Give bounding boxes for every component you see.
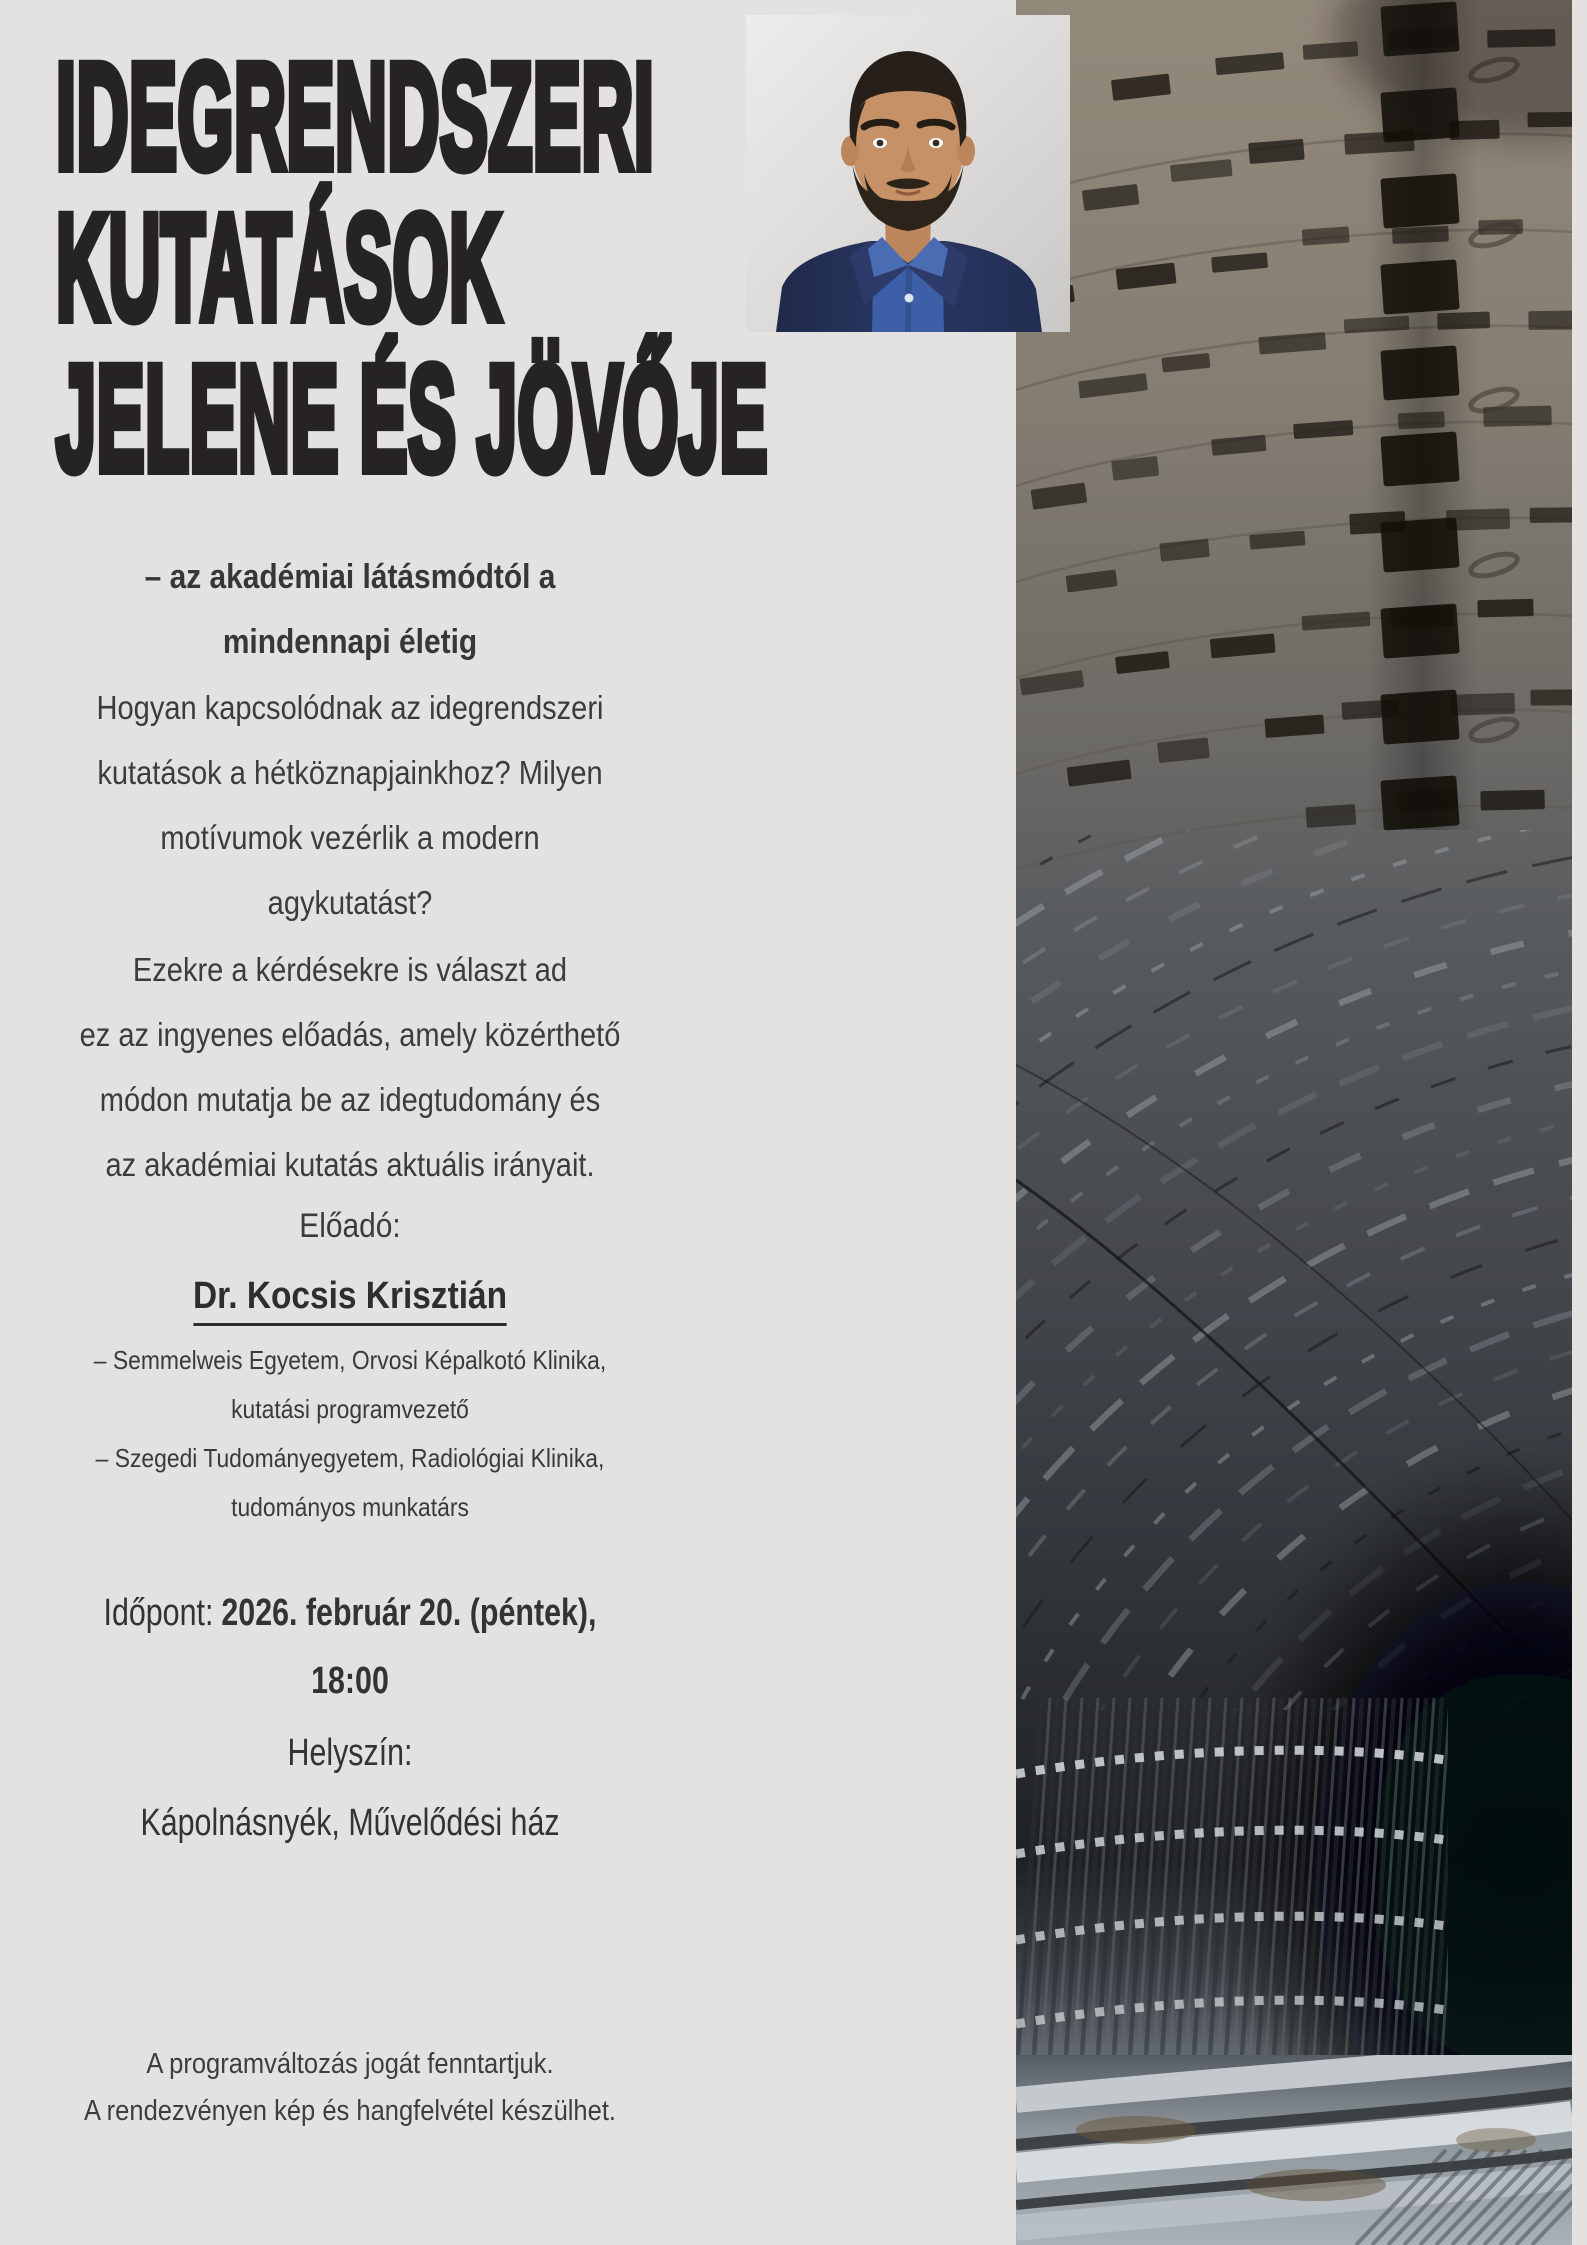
pitch-line: az akadémiai kutatás aktuális irányait.	[105, 1146, 595, 1183]
speaker-label: Előadó:	[299, 1207, 401, 1245]
title-line-1: IDEGRENDSZERI	[56, 32, 655, 200]
tunnel-illustration	[1016, 0, 1572, 2245]
footer-line: A rendezvényen kép és hangfelvétel készülhet.	[83, 2095, 617, 2127]
intro-paragraph	[77, 675, 623, 935]
pitch-paragraph	[77, 937, 623, 1197]
footer-note	[77, 2041, 623, 2135]
poster-title	[56, 32, 768, 502]
venue-name: Kápolnásnyék, Művelődési ház	[140, 1802, 560, 1844]
pitch-line: Ezekre a kérdésekre is választ ad	[132, 951, 568, 988]
speaker-portrait-photo	[746, 15, 1070, 332]
speaker-name-text: Dr. Kocsis Krisztián	[193, 1272, 507, 1326]
affiliation-line: tudományos munkatárs	[231, 1492, 469, 1522]
footer-line: A programváltozás jogát fenntartjuk.	[146, 2048, 554, 2080]
title-line-3: JELENE ÉS JÖVŐJE	[56, 334, 768, 502]
schedule-time-label: Időpont:	[103, 1592, 214, 1634]
tunnel-shadow-band	[1366, 0, 1478, 830]
pitch-line: ez az ingyenes előadás, amely közérthető	[79, 1016, 621, 1053]
affiliation-line: kutatási programvezető	[231, 1394, 469, 1424]
portrait-illustration	[746, 15, 1070, 332]
speaker-name	[77, 1272, 623, 1326]
schedule-time: 18:00	[311, 1660, 389, 1702]
intro-line: agykutatást?	[267, 884, 433, 921]
schedule-date: 2026. február 20. (péntek),	[221, 1592, 597, 1634]
speaker-affiliations	[77, 1336, 623, 1532]
affiliation-line: – Szegedi Tudományegyetem, Radiológiai Klinika,	[95, 1443, 605, 1473]
subtitle-line: mindennapi életig	[222, 623, 478, 661]
pitch-line: módon mutatja be az idegtudomány és	[99, 1081, 601, 1118]
venue-label: Helyszín:	[287, 1732, 413, 1774]
tunnel-interior-photo	[1016, 0, 1572, 2245]
subtitle-line: – az akadémiai látásmódtól a	[144, 558, 556, 596]
schedule-datetime-line	[102, 1584, 598, 1642]
intro-line: kutatások a hétköznapjainkhoz? Milyen	[97, 754, 603, 791]
subtitle	[77, 545, 623, 675]
tunnel-floor	[1016, 2048, 1572, 2245]
intro-line: Hogyan kapcsolódnak az idegrendszeri	[96, 689, 604, 726]
affiliation-line: – Semmelweis Egyetem, Orvosi Képalkotó Klinika,	[93, 1345, 607, 1375]
intro-line: motívumok vezérlik a modern	[160, 819, 540, 856]
title-line-2: KUTATÁSOK	[56, 183, 502, 351]
